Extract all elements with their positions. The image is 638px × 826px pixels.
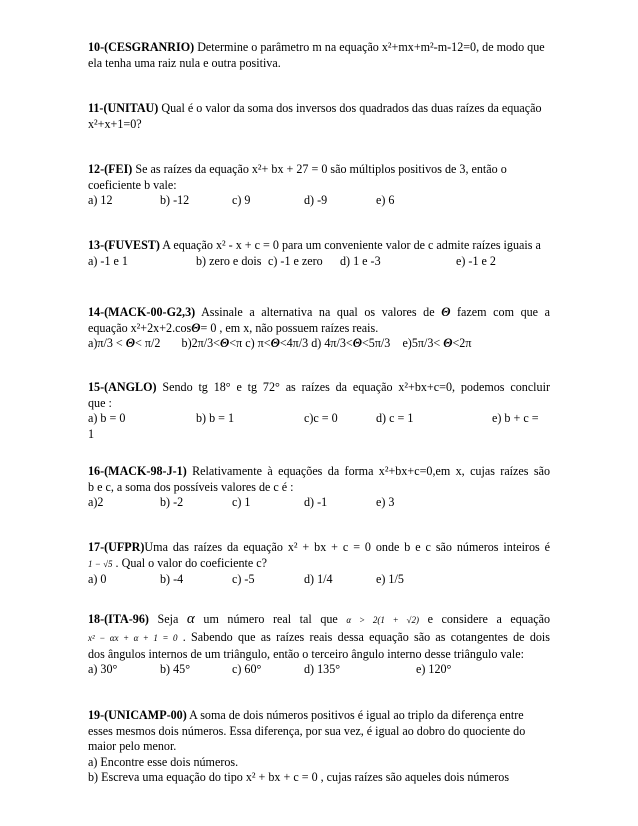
theta-symbol: Θ	[220, 336, 230, 350]
question-number: 12-(FEI)	[88, 162, 133, 176]
theta-symbol: Θ	[125, 336, 136, 350]
option-d: d) -9	[304, 193, 328, 207]
answer-options	[88, 193, 550, 209]
question-text: e considere a equação	[427, 612, 551, 626]
question-19	[88, 708, 550, 786]
option-c: c) -5	[232, 572, 255, 586]
question-12	[88, 162, 550, 209]
question-11	[88, 101, 550, 132]
question-text: Uma das raízes da equação x² + bx + c = 0 onde b e c são números inteiros é	[144, 540, 550, 554]
option-c-start: c) π<	[245, 336, 271, 350]
option-b: b) b = 1	[196, 411, 235, 425]
option-a-end: < π/2	[135, 336, 161, 350]
option-c-end: <4π/3	[279, 336, 309, 350]
theta-symbol: Θ	[352, 336, 362, 350]
question-text: Se as raízes da equação x²+ bx + 27 = 0 são múltiplos positivos de 3, então o coeficiente b vale:	[88, 162, 507, 192]
question-number: 16-(MACK-98-J-1)	[88, 464, 187, 478]
option-c: c) 1	[232, 495, 251, 509]
alpha-symbol: α	[186, 611, 195, 627]
question-text: Sendo tg 18° e tg 72° as raízes da equação x²+bx+c=0, podemos concluir	[162, 380, 550, 394]
option-b: b) -4	[160, 572, 184, 586]
answer-options	[88, 495, 550, 511]
option-a: a) 30°	[88, 662, 118, 676]
option-b-start: b)2π/3<	[181, 336, 221, 350]
question-10	[88, 40, 550, 71]
option-d: d) 1 e -3	[340, 253, 381, 268]
option-e: e) 1/5	[376, 572, 404, 586]
option-d: d) c = 1	[376, 411, 414, 425]
list-item-b: b) Escreva uma equação do tipo x² + bx + c = 0 , cujas raízes são aqueles dois números	[88, 770, 510, 784]
option-a: a) 12	[88, 193, 113, 207]
option-e-start: e)5π/3<	[402, 336, 441, 350]
option-a: a) 0	[88, 572, 107, 586]
question-15	[88, 380, 550, 442]
question-text: Determine o parâmetro m na equação x²+mx+m²-m-12=0, de modo que ela tenha uma raiz nula e outra positiva.	[88, 40, 545, 70]
answer-options	[88, 662, 550, 678]
option-d: d) 135°	[304, 662, 341, 676]
root-expression: 1 − √5	[88, 558, 113, 569]
question-text: Qual é o valor da soma dos inversos dos quadrados das duas raízes da equação x²+x+1=0?	[88, 101, 542, 131]
question-number: 10-(CESGRANRIO)	[88, 40, 195, 54]
option-b: b) 45°	[160, 662, 191, 676]
option-e: e) -1 e 2	[456, 253, 496, 268]
option-d-start: d) 4π/3<	[311, 336, 353, 350]
option-a-start: a)π/3 <	[88, 336, 126, 350]
question-text: A equação x² - x + c = 0 para um conveniente valor de c admite raízes iguais a	[162, 238, 541, 252]
option-e: e) b + c =	[492, 411, 539, 425]
option-a: a) -1 e 1	[88, 253, 128, 268]
option-e: e) 120°	[416, 662, 452, 676]
question-text: = 0 , em x, não possuem raízes reais.	[200, 320, 379, 335]
option-e: e) 3	[376, 495, 395, 509]
option-b: b) -2	[160, 495, 184, 509]
question-number: 14-(MACK-00-G2,3)	[88, 305, 196, 319]
option-e: e) 6	[376, 193, 395, 207]
question-14	[88, 305, 550, 352]
question-text: Assinale a alternativa na qual os valores de	[201, 305, 435, 319]
question-text: . Qual o valor do coeficiente c?	[115, 555, 267, 570]
option-b-end: <π	[229, 336, 243, 350]
question-text: Seja	[157, 612, 179, 626]
question-number: 11-(UNITAU)	[88, 101, 159, 115]
question-text: . Sabendo que as raízes reais dessa equação são as cotangentes de dois	[182, 630, 550, 644]
answer-options	[88, 254, 550, 270]
question-text: esses mesmos dois números. Essa diferença, por sua vez, é igual ao dobro do quociente do	[88, 723, 526, 738]
condition-expression: α > 2(1 + √2)	[346, 615, 419, 625]
option-c: c)c = 0	[304, 411, 338, 425]
question-text: um número real tal que	[203, 612, 338, 626]
equation-expression: x² − αx + α + 1 = 0	[88, 633, 178, 643]
theta-symbol: Θ	[443, 336, 453, 350]
question-number: 17-(UFPR)	[88, 540, 145, 554]
question-number: 18-(ITA-96)	[88, 612, 149, 626]
option-e-end: <2π	[452, 336, 472, 350]
question-text: equação x²+2x+2.cos	[88, 320, 192, 335]
option-a: a) b = 0	[88, 411, 126, 425]
question-text: b e c, a soma dos possíveis valores de c é :	[88, 479, 294, 494]
option-a: a)2	[88, 495, 104, 509]
question-17	[88, 540, 550, 588]
question-text: que :	[88, 395, 112, 410]
question-text: A soma de dois números positivos é igual ao triplo da diferença entre	[189, 708, 524, 722]
option-b: b) -12	[160, 193, 190, 207]
theta-symbol: Θ	[270, 336, 280, 350]
theta-symbol: Θ	[441, 305, 451, 319]
question-number: 19-(UNICAMP-00)	[88, 708, 187, 722]
option-c: c) -1 e zero	[268, 253, 323, 268]
question-number: 13-(FUVEST)	[88, 238, 160, 252]
question-text: maior pelo menor.	[88, 739, 177, 753]
option-c: c) 9	[232, 193, 251, 207]
question-text: Relativamente à equações da forma x²+bx+c=0,em x, cujas raízes são	[192, 464, 550, 478]
question-text: dos ângulos internos de um triângulo, então o terceiro ângulo interno desse triângulo vale:	[88, 646, 524, 661]
list-item-a: a) Encontre esse dois números.	[88, 754, 239, 769]
option-e-continued: 1	[88, 426, 95, 441]
option-b: b) zero e dois	[196, 253, 262, 268]
option-d: d) -1	[304, 495, 328, 509]
question-13	[88, 238, 550, 269]
theta-symbol: Θ	[191, 320, 201, 335]
answer-options	[88, 411, 550, 427]
option-c: c) 60°	[232, 662, 262, 676]
question-number: 15-(ANGLO)	[88, 380, 157, 394]
question-text: fazem com que a	[457, 305, 550, 319]
answer-options	[88, 572, 550, 588]
option-d-end: <5π/3	[361, 336, 391, 350]
answer-options	[88, 336, 550, 352]
option-d: d) 1/4	[304, 572, 333, 586]
question-16	[88, 464, 550, 511]
question-18	[88, 610, 550, 678]
